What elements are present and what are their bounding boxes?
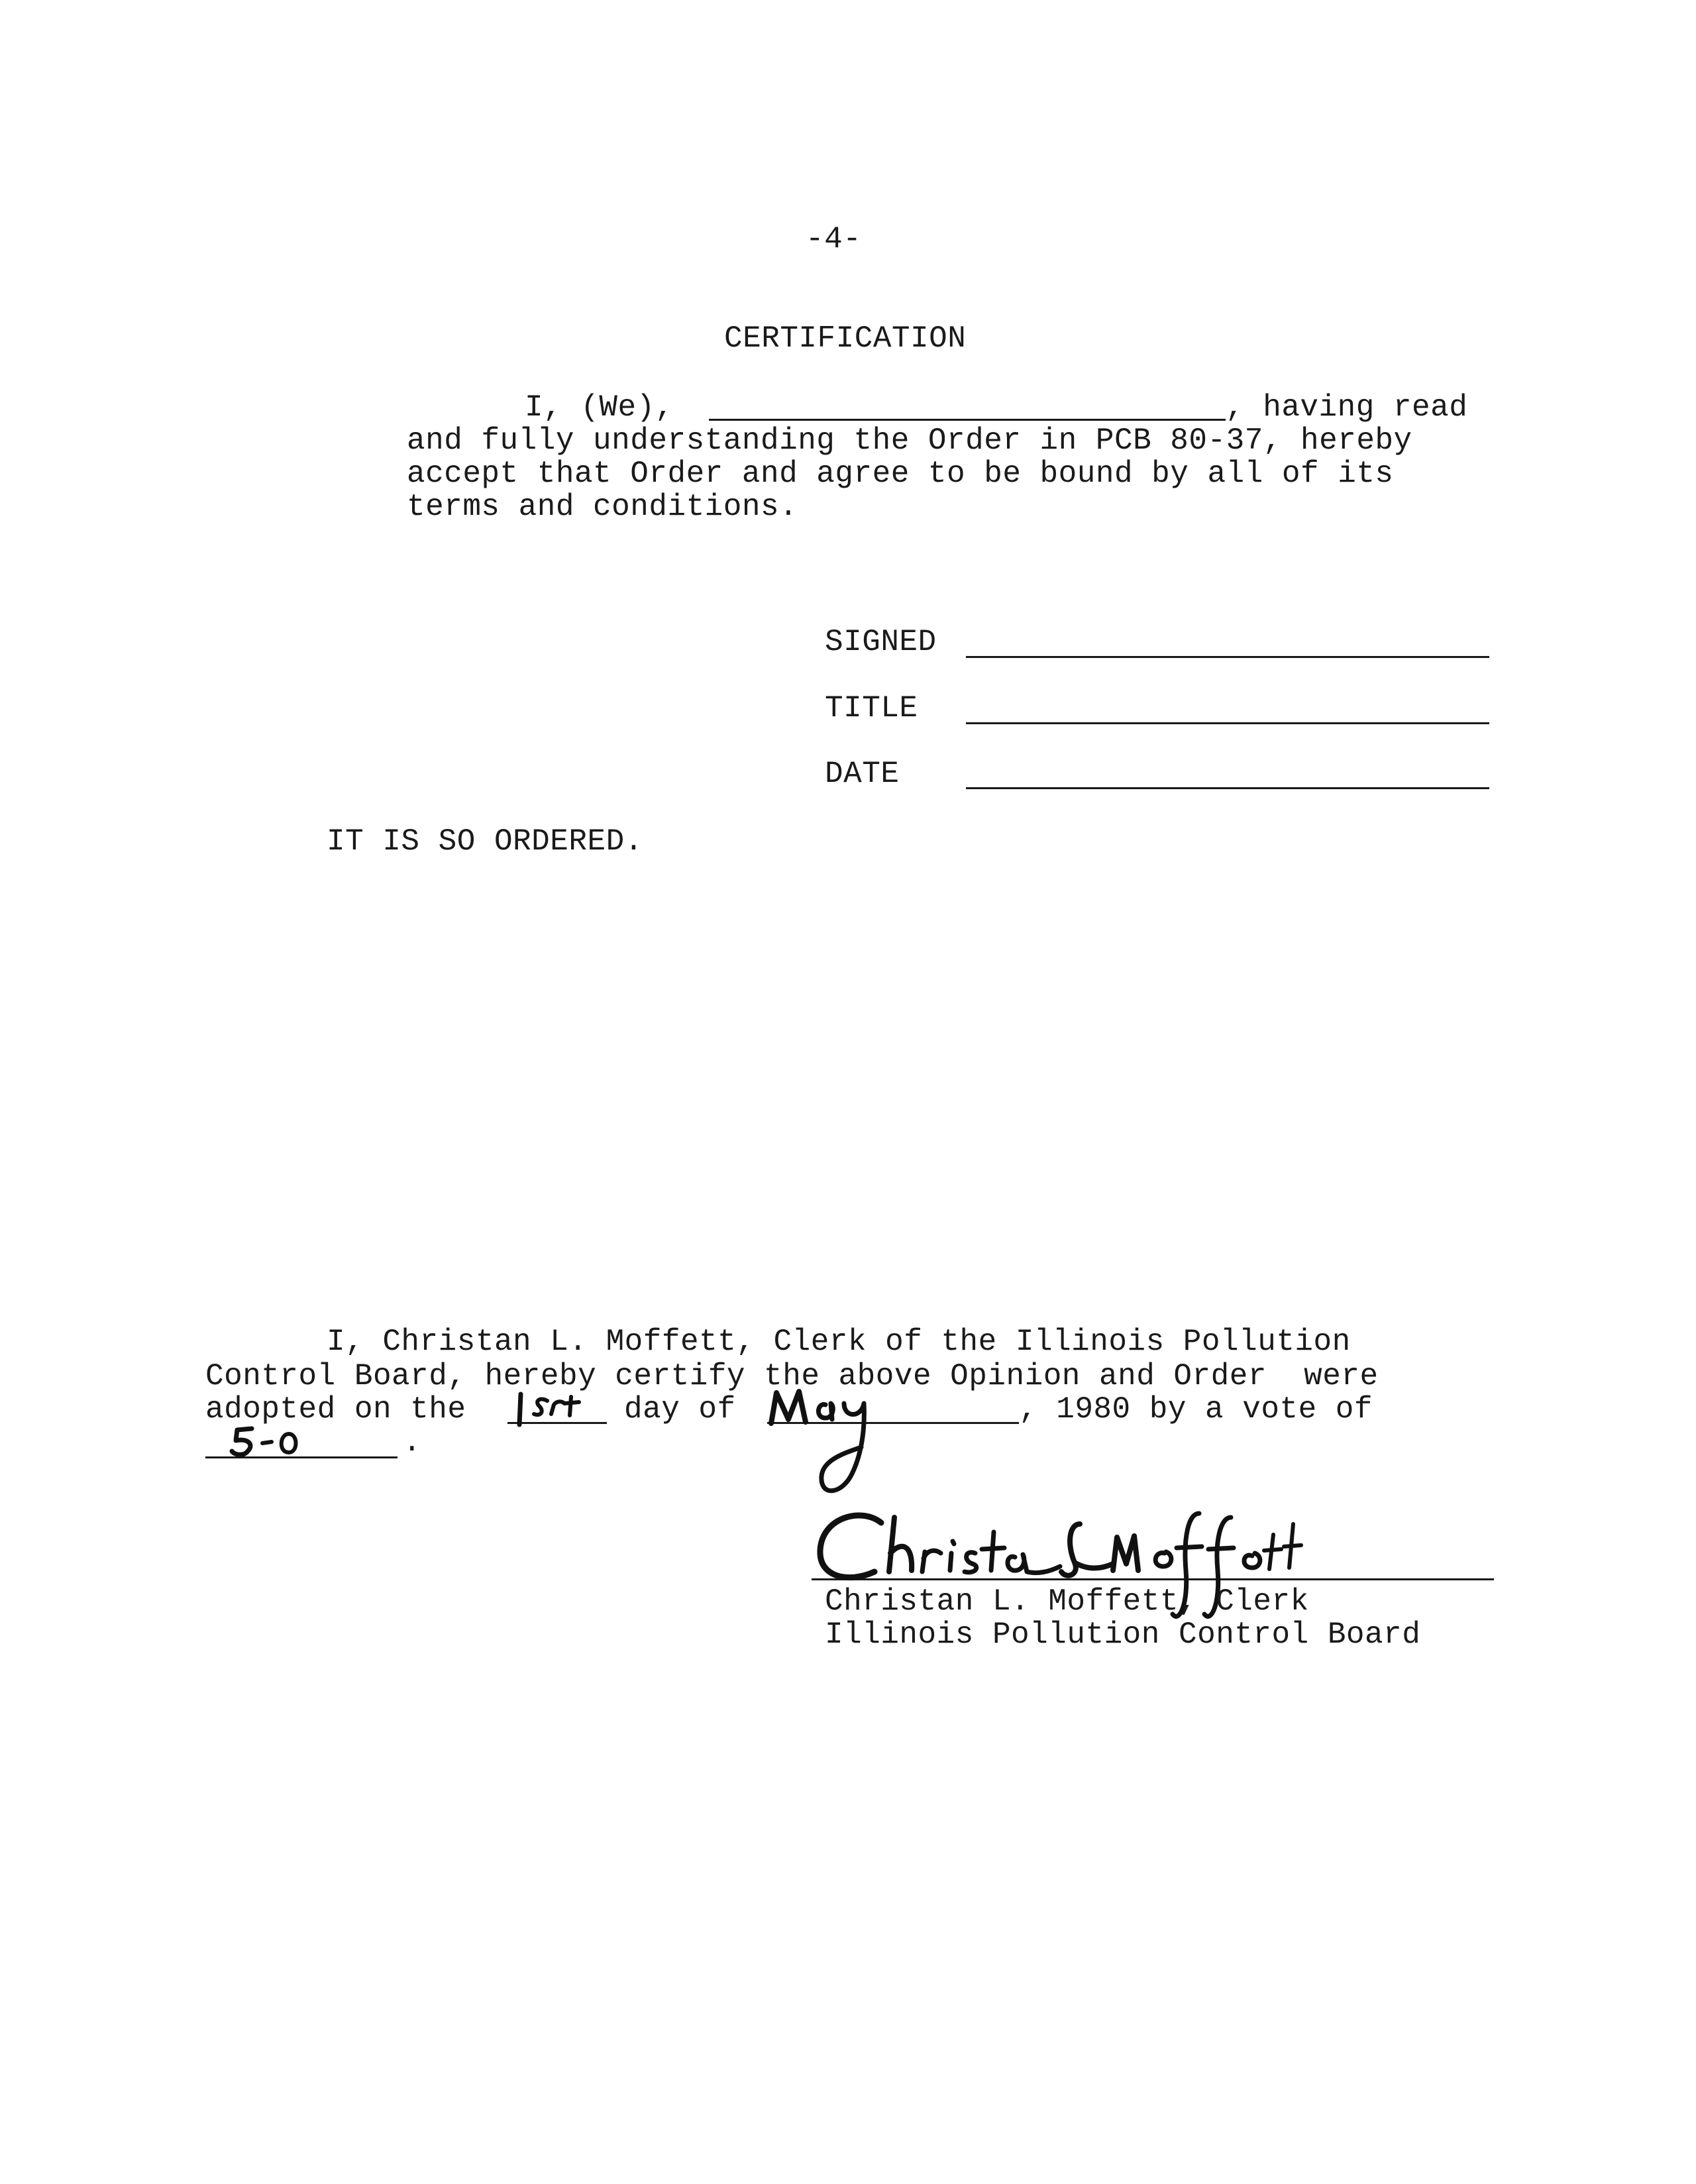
handwritten-month [762,1384,914,1503]
clerk-cert-line-3-c: , 1980 by a vote of [1019,1392,1373,1427]
clerk-cert-line-3-b: day of [624,1392,736,1427]
clerk-cert-line-2: Control Board, hereby certify the above Opinion and Order were [205,1359,1379,1393]
clerk-name-line: Christan L. Moffett, Clerk [825,1584,1309,1619]
handwritten-day [507,1389,607,1429]
certification-line-2: and fully understanding the Order in PCB 80-37, hereby [407,423,1412,458]
signed-label: SIGNED [825,625,937,659]
certification-line-1-start: I, (We), [525,390,674,425]
clerk-cert-line-4-end: . [403,1425,422,1460]
signed-blank-line [966,656,1489,658]
handwritten-vote [225,1422,318,1462]
date-label: DATE [825,757,900,791]
clerk-org-line: Illinois Pollution Control Board [825,1617,1421,1652]
name-blank-line [709,419,1226,421]
date-blank-line [966,787,1489,789]
certification-heading: CERTIFICATION [724,321,967,356]
it-is-so-ordered: IT IS SO ORDERED. [327,824,643,859]
certification-line-1-end: , having read [1226,390,1468,425]
clerk-cert-line-1: I, Christan L. Moffett, Clerk of the Illinois Pollution [327,1325,1351,1359]
clerk-cert-line-3-a: adopted on the [205,1392,466,1427]
certification-line-3: accept that Order and agree to be bound by all of its [407,457,1394,491]
title-blank-line [966,722,1489,724]
page-number: -4- [806,222,862,256]
title-label: TITLE [825,691,918,726]
certification-line-4: terms and conditions. [407,490,798,524]
